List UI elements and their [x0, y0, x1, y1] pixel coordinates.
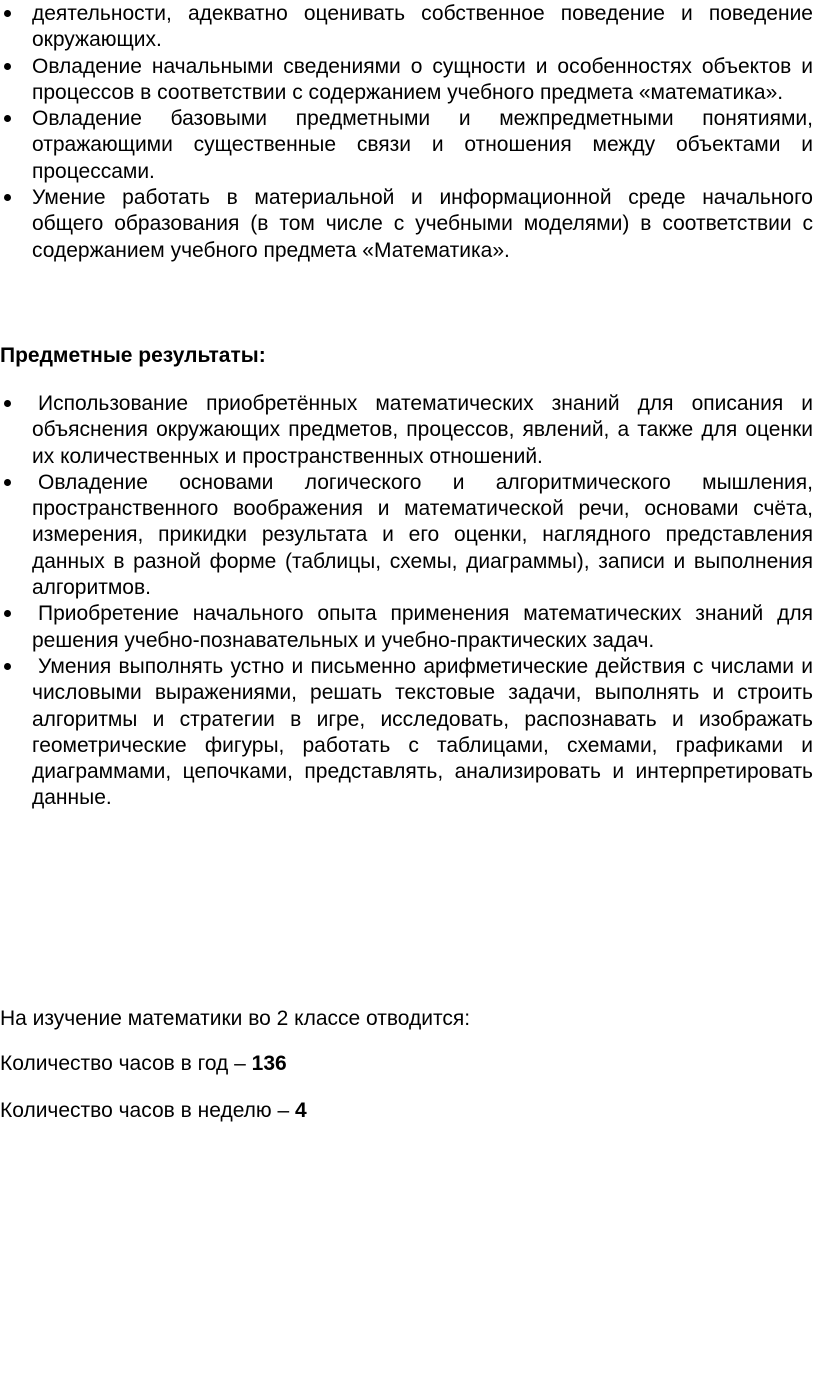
hours-per-year	[0, 1051, 287, 1077]
hours-per-week	[0, 1098, 307, 1124]
list-item	[0, 601, 816, 654]
bullet-dot-icon	[4, 10, 11, 17]
bullet-dot-icon	[4, 115, 11, 122]
list-item-text: деятельности, адекватно оценивать собственное поведение и поведение окружающих.	[32, 2, 813, 52]
subject-results-heading: Предметные результаты:	[0, 344, 266, 367]
list-item-text: Использование приобретённых математических знаний для описания и объяснения окружающих предметов, процессов, явлений, а также для оценки их количественных и пространственных отношений.	[32, 392, 813, 468]
bullet-dot-icon	[4, 194, 11, 201]
list-item	[0, 185, 816, 264]
list-item	[0, 391, 816, 470]
hours-per-year-label: Количество часов в год –	[0, 1052, 252, 1075]
hours-per-week-label: Количество часов в неделю –	[0, 1099, 296, 1122]
bullet-dot-icon	[4, 663, 11, 670]
list-item-text: Умение работать в материальной и информационной среде начального общего образования (в том числе с учебными моделями) в соответствии с содержанием учебного предмета «Математика».	[32, 186, 813, 262]
bullet-dot-icon	[4, 610, 11, 617]
list-item-text: Овладение базовыми предметными и межпредметными понятиями, отражающими существенные связи и отношения между объектами и процессами.	[32, 107, 813, 183]
list-item-text: Умения выполнять устно и письменно арифметические действия с числами и числовыми выражениями, решать текстовые задачи, выполнять и строить алгоритмы и стратегии в игре, исследовать, распознавать и изображать геометрические фигуры, работать с таблицами, схемами, графиками и диаграммами, цепочками, представлять, анализировать и интерпретировать данные.	[32, 654, 813, 810]
list-item-text: Приобретение начального опыта применения математических знаний для решения учебно-познавательных и учебно-практических задач.	[32, 602, 813, 652]
hours-per-year-value: 136	[251, 1052, 287, 1075]
bullet-dot-icon	[4, 479, 11, 486]
list-item-text: Овладение основами логического и алгоритмического мышления, пространственного воображения и математической речи, основами счёта, измерения, прикидки результата и его оценки, наглядного представления данных в разной форме (таблицы, схемы, диаграммы), записи и выполнения алгоритмов.	[32, 470, 813, 600]
competencies-list	[0, 1, 816, 264]
subject-results-list	[0, 391, 816, 812]
hours-intro: На изучение математики во 2 классе отводится:	[0, 1007, 471, 1030]
bullet-dot-icon	[4, 63, 11, 70]
list-item	[0, 654, 816, 812]
list-item-text: Овладение начальными сведениями о сущности и особенностях объектов и процессов в соответствии с содержанием учебного предмета «математика».	[32, 54, 813, 104]
list-item	[0, 106, 816, 185]
list-item	[0, 54, 816, 107]
list-item	[0, 1, 816, 54]
hours-per-week-value: 4	[295, 1099, 307, 1122]
bullet-dot-icon	[4, 400, 11, 407]
list-item	[0, 470, 816, 601]
